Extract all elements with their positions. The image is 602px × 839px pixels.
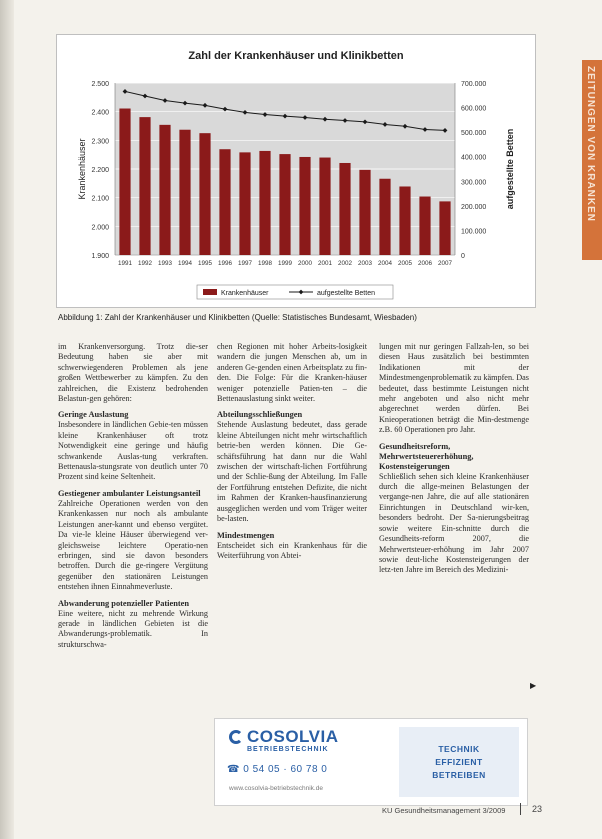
y-tick-label: 2.100 — [91, 195, 109, 203]
y-tick-label: 1.900 — [91, 253, 109, 260]
x-tick-label: 1996 — [217, 260, 233, 267]
bar-krankenhaeuser — [379, 179, 390, 255]
subheading: Abteilungsschließungen — [217, 410, 303, 420]
chart-frame — [56, 34, 536, 308]
ad-website: www.cosolvia-betriebstechnik.de — [229, 785, 323, 792]
x-tick-label: 1998 — [257, 260, 273, 267]
bar-krankenhaeuser — [419, 197, 430, 255]
y-right-tick-label: 100.000 — [461, 228, 487, 236]
ad-slogan-line: BETREIBEN — [432, 770, 486, 780]
bar-krankenhaeuser — [299, 157, 310, 255]
bar-krankenhaeuser — [199, 133, 210, 255]
text-column-1 — [58, 342, 208, 654]
paragraph: chen Regionen mit hoher Arbeits-losigkeit wandern die jungen Menschen ab, um in anderen Ge-genden einen Arbeitsplatz zu fin-den. Die Folge: Für die Kranken-häuser weniger potenzielle Patien-ten – die Bettenauslastung sinkt weiter. — [217, 342, 367, 404]
x-tick-label: 2004 — [377, 260, 393, 267]
x-tick-label: 1992 — [137, 260, 153, 267]
bar-krankenhaeuser — [339, 163, 350, 255]
paragraph: lungen mit nur geringen Fallzah-len, so bei diesen Haus zusätzlich bei bestimmten Indikationen mit der Mindestmengenproblematik zu kämpfen. Das bedeutet, dass bestimmte Leistungen nicht mehr angeboten und also nicht mehr abgerechnet werden dürfen. Bei Knieoperationen beträgt die Min-destmenge z.B. 60 Operationen pro Jahr. — [379, 342, 529, 435]
y-tick-label: 2.300 — [91, 138, 109, 146]
continue-arrow-icon: ▶ — [530, 681, 537, 690]
bar-krankenhaeuser — [439, 201, 450, 255]
subheading: Mindestmengen — [217, 530, 275, 540]
ad-logo — [229, 727, 379, 757]
x-tick-label: 2003 — [357, 260, 373, 267]
y-tick-label: 2.200 — [91, 167, 109, 174]
paragraph: Zahlreiche Operationen werden von den Krankenkassen nur noch als ambulante Leistungen aner-kannt und ebenso vergütet. Da vie-le kleine Häuser überwiegend ver-gleichsweise leichtere Operatio-nen erbringen, sind sie davon besonders betroffen. Durch die ge-ringere Vergütung gegenüber den stationären Leistungen entstehen ihnen Einnahmeverluste. — [58, 498, 208, 592]
subheading: Geringe Auslastung — [58, 410, 129, 420]
paragraph: Entscheidet sich ein Krankenhaus für die Weiterführung von Abtei- — [217, 540, 367, 560]
subheading: Gesundheitsreform, Mehrwertsteuererhöhung, Kostensteigerungen — [379, 441, 474, 471]
y-tick-label: 2.000 — [91, 224, 109, 232]
ad-slogan-box — [399, 727, 519, 797]
bar-krankenhaeuser — [119, 109, 130, 255]
bar-krankenhaeuser — [139, 117, 150, 255]
paragraph: Eine weitere, nicht zu mehrende Wirkung gerade in ländlichen Gebieten ist die Abwanderungs-problematik. In strukturschwa- — [58, 608, 208, 649]
bar-krankenhaeuser — [159, 125, 170, 255]
ad-slogan-line: EFFIZIENT — [435, 757, 483, 767]
paragraph: Insbesondere in ländlichen Gebie-ten müssen kleine Krankenhäuser oft trotz Notwendigkeit eine geringe und häufig schwankende Auslas-tung verkraften. Bettenausla-stungsrate von deutlich unter 70 Prozent sind keine Seltenheit. — [58, 420, 208, 482]
footer-divider — [520, 803, 521, 815]
y-right-tick-label: 700.000 — [461, 81, 487, 88]
x-tick-label: 2001 — [317, 260, 333, 267]
paragraph: im Krankenversorgung. Trotz die-ser Bedeutung haben sie aber mit schwerwiegenderen Problemen als jene großen Wettbewerber zu kämpfen. Zu den zahlreichen, die Existenz bedrohenden Belastun-gen gehören: — [58, 342, 208, 404]
section-side-tab-label: ZEITUNGEN VON KRANKEN — [585, 66, 596, 223]
figure-caption: Abbildung 1: Zahl der Krankenhäuser und Klinikbetten (Quelle: Statistisches Bundesamt, Wiesbaden) — [58, 313, 417, 322]
x-tick-label: 2002 — [337, 260, 353, 267]
bar-krankenhaeuser — [239, 152, 250, 255]
bar-krankenhaeuser — [399, 186, 410, 255]
subheading: Gestiegener ambulanter Leistungsanteil — [58, 488, 201, 498]
bar-krankenhaeuser — [219, 149, 230, 255]
legend-swatch-bar — [203, 289, 217, 295]
ad-brand-sub: BETRIEBSTECHNIK — [247, 746, 329, 753]
y-right-tick-label: 500.000 — [461, 130, 487, 138]
y-tick-label: 2.400 — [91, 109, 109, 117]
subheading: Abwanderung potenzieller Patienten — [58, 598, 190, 608]
page-number: 23 — [532, 804, 543, 814]
logo-ring-icon — [229, 730, 243, 744]
x-tick-label: 2005 — [397, 260, 413, 267]
y-right-tick-label: 300.000 — [461, 179, 487, 187]
x-tick-label: 2007 — [437, 260, 453, 267]
text-column-3 — [379, 342, 529, 580]
x-tick-label: 1993 — [157, 260, 173, 267]
y-right-axis-label: aufgestellte Betten — [505, 128, 515, 210]
ad-phone: ☎ 0 54 05 · 60 78 0 — [227, 764, 328, 775]
publication-name: KU Gesundheitsmanagement 3/2009 — [382, 806, 506, 815]
bar-krankenhaeuser — [259, 151, 270, 255]
y-tick-label: 2.500 — [91, 81, 109, 88]
x-tick-label: 2006 — [417, 260, 433, 267]
legend-label-bar: Krankenhäuser — [221, 290, 269, 297]
bar-krankenhaeuser — [319, 158, 330, 255]
bar-krankenhaeuser — [359, 170, 370, 255]
x-tick-label: 1995 — [197, 260, 213, 267]
x-tick-label: 2000 — [297, 260, 313, 267]
y-right-tick-label: 400.000 — [461, 154, 487, 162]
x-tick-label: 1994 — [177, 260, 193, 267]
y-right-tick-label: 600.000 — [461, 105, 487, 113]
chart-svg — [57, 35, 535, 307]
y-right-tick-label: 0 — [461, 253, 465, 260]
paragraph: Schließlich sehen sich kleine Krankenhäuser durch die allge-meinen Belastungen der vergange-nen Jahre, die auf alle stationären Einrichtungen in Deutschland wir-ken, besonders bedroht. Der Sa-nierungsbeitrag sowie weitere Ein-schnitte durch die Gesundheits-reform 2007, die Mehrwertsteuer-erhöhung im Jahr 2007 sowie deut-liche Kostensteigerungen der letz-ten Jahre im Bereich des Medizini- — [379, 471, 529, 575]
y-right-tick-label: 200.000 — [461, 203, 487, 211]
section-side-tab — [582, 60, 602, 260]
chart-title: Zahl der Krankenhäuser und Klinikbetten — [188, 50, 404, 62]
legend-label-line: aufgestellte Betten — [317, 290, 375, 297]
ad-brand: COSOLVIA — [247, 727, 339, 746]
ad-slogan-line: TECHNIK — [438, 744, 480, 754]
page-gutter-shadow — [0, 0, 14, 839]
paragraph: Stehende Auslastung bedeutet, dass gerade kleine Abteilungen nicht mehr wirtschaftlich betrie-ben werden können. Die Ge-schäftsführung hat dann nur die Wahl zwischen der wirtschaft-lichen Fortführung und der Schlie-ßung der Abteilung. Im Falle der Fortführung entstehen Defizite, die nicht im Rahmen der Kranken-hausfinanzierung ausgeglichen werden und vom Träger weiter be-lasten. — [217, 420, 367, 524]
text-column-2 — [217, 342, 367, 565]
bar-krankenhaeuser — [179, 130, 190, 255]
x-tick-label: 1997 — [237, 260, 253, 267]
x-tick-label: 1999 — [277, 260, 293, 267]
advertisement — [214, 718, 528, 806]
y-axis-label: Krankenhäuser — [77, 138, 87, 200]
bar-krankenhaeuser — [279, 154, 290, 255]
x-tick-label: 1991 — [117, 260, 133, 267]
